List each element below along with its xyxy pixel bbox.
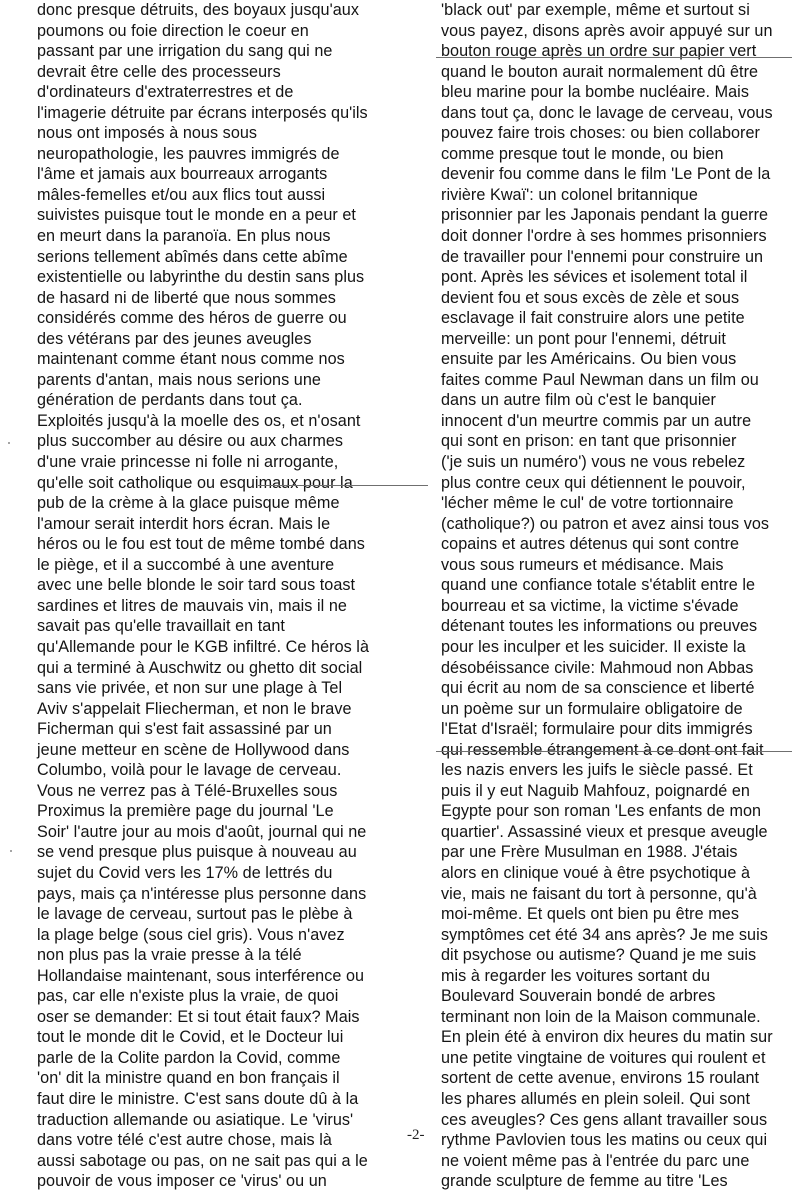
scan-line-left-mid — [258, 485, 428, 486]
right-column-text-line: puis il y eut Naguib Mahfouz, poignardé en — [441, 781, 750, 800]
left-text-column — [37, 0, 422, 1192]
left-column-text-line: Exploités jusqu'à la moelle des os, et n'osant — [37, 411, 361, 430]
left-column-text-line: considérés comme des héros de guerre ou — [37, 309, 347, 328]
left-column-text-line: qu'elle soit catholique ou esquimaux pour la — [37, 473, 353, 492]
left-column-text-line: Hollandaise maintenant, sous interférence ou — [37, 966, 365, 985]
left-column-text-line: le piège, et il a succombé à une aventure — [37, 555, 335, 574]
left-column-text-line: neuropathologie, les pauvres immigrés de — [37, 144, 340, 163]
left-column-text-line: pouvoir de vous imposer ce 'virus' ou un — [37, 1172, 327, 1191]
right-column-text-line: grande sculpture de femme au titre 'Les — [441, 1172, 728, 1191]
left-column-text-line: la plage belge (sous ciel gris). Vous n'avez — [37, 925, 345, 944]
right-column-text-line: ces aveugles? Ces gens allant travailler sous — [441, 1110, 768, 1129]
left-column-text-line: non plus pas la vraie presse à la télé — [37, 946, 302, 965]
scan-line-right-mid — [436, 751, 792, 752]
scan-speck — [8, 442, 10, 444]
left-column-text-line: en meurt dans la paranoïa. En plus nous — [37, 227, 331, 246]
right-column-text-line: une petite vingtaine de voitures qui roulent et — [441, 1048, 766, 1067]
left-column-text-line: Soir' l'autre jour au mois d'août, journal qui ne — [37, 822, 367, 841]
right-column-text-line: doit donner l'ordre à ses hommes prisonniers — [441, 227, 767, 246]
left-column-text-line: mâles-femelles et/ou aux flics tout aussi — [37, 185, 326, 204]
right-column-text-line: pour les inculper et les suicider. Il existe la — [441, 637, 746, 656]
right-column-text-line: qui sont en prison: en tant que prisonnier — [441, 432, 737, 451]
left-column-text-line: 'on' dit la ministre quand en bon français il — [37, 1069, 340, 1088]
left-column-text-line: traduction allemande ou asiatique. Le 'virus' — [37, 1110, 354, 1129]
right-column-text-line: qui ressemble étrangement à ce dont ont fait — [441, 740, 764, 759]
right-column-text-line: l'Etat d'Israël; formulaire pour dits immigrés — [441, 720, 753, 739]
right-column-text-line: vie, mais ne faisant du tort à personne, qu'à — [441, 884, 757, 903]
right-column-text-line: bouton rouge après un ordre sur papier vert — [441, 42, 757, 61]
scan-line-right-top — [436, 57, 792, 58]
left-column-text-line: le lavage de cerveau, surtout pas le plèbe à — [37, 905, 353, 924]
right-column-text-line: détenant toutes les informations ou preuves — [441, 617, 758, 636]
right-column-text-line: quand une confiance totale s'établit entre le — [441, 576, 756, 595]
left-column-text-line: sujet du Covid vers les 17% de lettrés du — [37, 863, 333, 882]
left-column-text-line: pas, car elle n'existe plus la vraie, de quoi — [37, 987, 339, 1006]
left-column-text-line: pub de la crème à la glace puisque même — [37, 494, 340, 513]
left-column-text-line: parents d'antan, mais nous serions une — [37, 370, 321, 389]
right-column-text-line: prisonnier par les Japonais pendant la guerre — [441, 206, 769, 225]
right-column-text-line: plus contre ceux qui détiennent le pouvoir, — [441, 473, 746, 492]
right-column-text-line: ensuite par les Américains. Ou bien vous — [441, 350, 737, 369]
left-column-text-line: passant par une irrigation du sang qui ne — [37, 42, 333, 61]
right-column-text-line: devenir fou comme dans le film 'Le Pont de la — [441, 165, 771, 184]
page-number: -2- — [407, 1127, 425, 1143]
right-column-text-line: qui écrit au nom de sa conscience et liberté — [441, 679, 755, 698]
left-column-text-line: d'ordinateurs d'extraterrestres et de — [37, 83, 294, 102]
scan-speck — [10, 850, 12, 852]
left-column-text-line: des vétérans par des jeunes aveugles — [37, 329, 312, 348]
right-column-text-line: rivière Kwaï': un colonel britannique — [441, 185, 698, 204]
left-column-text-line: avec une belle blonde le soir tard sous toast — [37, 576, 356, 595]
left-column-text-line: poumons ou foie direction le coeur en — [37, 21, 309, 40]
left-column-text-line: parle de la Colite pardon la Covid, comme — [37, 1048, 341, 1067]
left-column-text-line: nous ont imposés à nous sous — [37, 124, 258, 143]
right-column-text-line: dit psychose ou autisme? Quand je me suis — [441, 946, 757, 965]
left-column-text-line: jeune metteur en scène de Hollywood dans — [37, 740, 350, 759]
right-column-text-line: quartier'. Assassiné vieux et presque aveugle — [441, 822, 768, 841]
right-column-text-line: ('je suis un numéro') vous ne vous rebelez — [441, 453, 746, 472]
left-column-text-line: Proximus la première page du journal 'Le — [37, 802, 334, 821]
left-column-text-line: pays, mais ça n'intéresse plus personne dans — [37, 884, 367, 903]
left-column-text-line: aussi sabotage ou pas, on ne sait pas qui a le — [37, 1151, 368, 1170]
left-column-text-line: Columbo, voilà pour le lavage de cerveau. — [37, 761, 342, 780]
right-column-text-line: les phares allumés en plein soleil. Qui sont — [441, 1089, 751, 1108]
right-column-text-line: copains et autres détenus qui sont contre — [441, 535, 740, 554]
right-column-text-line: bourreau et sa victime, la victime s'évade — [441, 596, 739, 615]
right-column-text-line: les nazis envers les juifs le siècle passé. Et — [441, 761, 753, 780]
left-column-text-line: qu'Allemande pour le KGB infiltré. Ce héros là — [37, 637, 370, 656]
left-column-text-line: savait pas qu'elle travaillait en tant — [37, 617, 285, 636]
right-column-text-line: comme presque tout le monde, ou bien — [441, 144, 724, 163]
left-column-text-line: l'imagerie détruite par écrans interposés qu'ils — [37, 103, 368, 122]
right-column-text-line: symptômes cet été 34 ans après? Je me suis — [441, 925, 768, 944]
right-column-text-line: terminant non loin de la Maison communale. — [441, 1007, 761, 1026]
left-column-text-line: Aviv s'appelait Fliecherman, et non le brave — [37, 699, 352, 718]
right-column-text-line: désobéissance civile: Mahmoud non Abbas — [441, 658, 754, 677]
left-column-text-line: faut dire le ministre. C'est sans doute dû à la — [37, 1089, 359, 1108]
right-column-text-line: innocent d'un meurtre commis par un autre — [441, 411, 752, 430]
right-column-text-line: alors en clinique voué à être psychotique à — [441, 863, 751, 882]
left-column-text-line: génération de perdants dans tout ça. — [37, 391, 303, 410]
right-column-text-line: quand le bouton aurait normalement dû être — [441, 62, 759, 81]
right-column-text-line: pont. Après les sévices et isolement total il — [441, 268, 748, 287]
left-column-text-line: qui a terminé à Auschwitz ou ghetto dit social — [37, 658, 363, 677]
left-column-text-line: existentielle ou labyrinthe du destin sans plus — [37, 268, 365, 287]
left-column-text-line: dans votre télé c'est autre chose, mais là — [37, 1131, 332, 1150]
right-column-text-line: (catholique?) ou patron et avez ainsi tous vos — [441, 514, 770, 533]
right-column-text-line: 'black out' par exemple, même et surtout si — [441, 1, 750, 19]
right-column-text-line: vous payez, disons après avoir appuyé sur un — [441, 21, 773, 40]
right-column-text-line: pouvez faire trois choses: ou bien collaborer — [441, 124, 760, 143]
left-column-text-line: plus succomber au désire ou aux charmes — [37, 432, 344, 451]
left-column-text-line: suivistes puisque tout le monde en a peur et — [37, 206, 356, 225]
right-column-text-line: sortent de cette avenue, environs 15 roulant — [441, 1069, 760, 1088]
right-column-text-line: faites comme Paul Newman dans un film ou — [441, 370, 759, 389]
left-column-text-line: sans vie privée, et non sur une plage à Tel — [37, 679, 343, 698]
right-column-text-line: dans tout ça, donc le lavage de cerveau, vous — [441, 103, 773, 122]
left-column-text-line: serions tellement abîmés dans cette abîme — [37, 247, 348, 266]
right-column-text-line: merveille: un pont pour l'ennemi, détruit — [441, 329, 726, 348]
left-column-text-line: héros ou le fou est tout de même tombé dans — [37, 535, 365, 554]
left-column-text-line: devrait être celle des processeurs — [37, 62, 281, 81]
right-column-text-line: bleu marine pour la bombe nucléaire. Mais — [441, 83, 749, 102]
left-column-text-line: maintenant comme étant nous comme nos — [37, 350, 345, 369]
right-column-text-line: En plein été à environ dix heures du matin sur — [441, 1028, 773, 1047]
right-column-text-line: Egypte pour son roman 'Les enfants de mon — [441, 802, 762, 821]
right-column-text-line: dans un autre film où c'est le banquier — [441, 391, 716, 410]
right-text-column — [441, 0, 791, 1192]
left-column-text-line: se vend presque plus puisque à nouveau au — [37, 843, 357, 862]
left-column-text-line: tout le monde dit le Covid, et le Docteur lui — [37, 1028, 344, 1047]
left-column-text-line: Ficherman qui s'est fait assassiné par un — [37, 720, 332, 739]
right-column-text-line: esclavage il fait construire alors une petite — [441, 309, 745, 328]
left-column-text-line: donc presque détruits, des boyaux jusqu'aux — [37, 1, 360, 19]
right-column-text-line: de travailler pour l'ennemi pour construire un — [441, 247, 764, 266]
right-column-text-line: ne voient même pas à l'entrée du parc une — [441, 1151, 750, 1170]
right-column-text-line: par une Frère Musulman en 1988. J'étais — [441, 843, 738, 862]
right-column-text-line: un poème sur un formulaire obligatoire de — [441, 699, 743, 718]
left-column-text-line: de hasard ni de liberté que nous sommes — [37, 288, 336, 307]
left-column-text-line: oser se demander: Et si tout était faux? Mais — [37, 1007, 360, 1026]
left-column-text-line: l'amour serait interdit hors écran. Mais le — [37, 514, 331, 533]
right-column-text-line: mis à regarder les voitures sortant du — [441, 966, 711, 985]
left-column-text-line: sardines et litres de mauvais vin, mais il ne — [37, 596, 347, 615]
right-column-text-line: 'lécher même le cul' de votre tortionnaire — [441, 494, 734, 513]
right-column-text-line: rythme Pavlovien tous les matins ou ceux qui — [441, 1131, 768, 1150]
left-column-text-line: d'une vraie princesse ni folle ni arrogante, — [37, 453, 339, 472]
right-column-text-line: Boulevard Souverain bondé de arbres — [441, 987, 716, 1006]
right-column-text-line: vous sous rumeurs et médisance. Mais — [441, 555, 724, 574]
right-column-text-line: moi-même. Et quels ont bien pu être mes — [441, 905, 739, 924]
left-column-text-line: l'âme et jamais aux bourreaux arrogants — [37, 165, 328, 184]
left-column-text-line: Vous ne verrez pas à Télé-Bruxelles sous — [37, 781, 338, 800]
right-column-text-line: devient fou et sous excès de zèle et sous — [441, 288, 740, 307]
